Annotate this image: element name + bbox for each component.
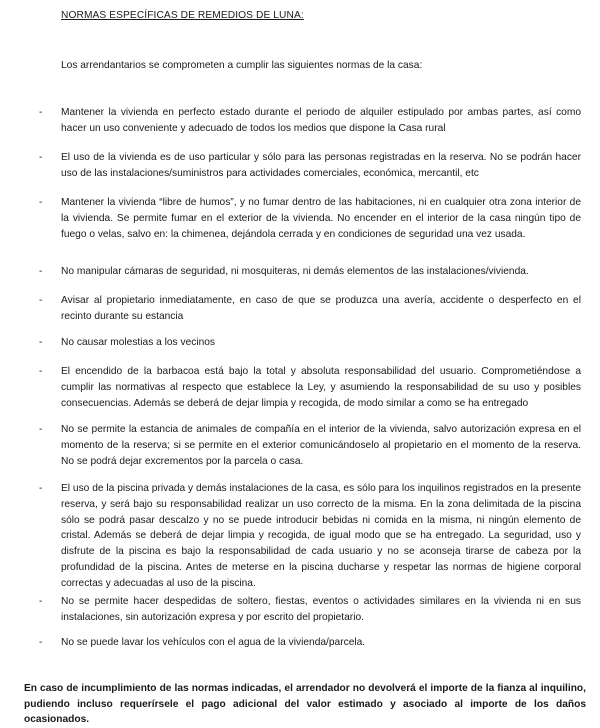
- bullet-marker: -: [39, 337, 43, 348]
- bullet-marker: -: [39, 295, 43, 306]
- bullet-marker: -: [39, 483, 43, 494]
- rule-text: No se permite la estancia de animales de compañía en el interior de la vivienda, salvo autorización expresa en el momento de la reserva; si se permite en el exterior comunicándoselo al propietario en el momento de la reserva. No se podrá dejar excrementos por la parcela o casa.: [61, 424, 581, 467]
- bullet-marker: -: [39, 424, 43, 435]
- rule-text: Mantener la vivienda “libre de humos”, y no fumar dentro de las habitaciones, ni en cualquier otra zona interior de la vivienda. Se permite fumar en el exterior de la vivienda. No encender en el interior de la casa ningún tipo de fuego o velas, salvo en: la chimenea, dejándola cerrada y en condiciones de seguridad una vez usada.: [61, 197, 581, 240]
- rule-text: Mantener la vivienda en perfecto estado durante el periodo de alquiler estipulado por ambas partes, así como hacer un uso conveniente y adecuado de todos los medios que dispone la Casa rural: [61, 107, 581, 134]
- footer-warning: En caso de incumplimiento de las normas indicadas, el arrendador no devolverá el importe de la fianza al inquilino, pudiendo incluso requerírsele el pago adicional del valor estimado y asociado al importe de los daños ocasionados.: [24, 683, 586, 725]
- rule-text: El uso de la piscina privada y demás instalaciones de la casa, es sólo para los inquilinos registrados en la presente reserva, y será bajo su responsabilidad realizar un uso correcto de la misma. En la zona delimitada de la piscina sólo se podrá pasar descalzo y no se puede introducir bebidas ni comida en la misma, ni ningún elemento de cristal. Además se deberá de dejar limpia y recogida, de igual modo que se ha entregado. La seguridad, uso y disfrute de la piscina es bajo la responsabilidad de cada usuario y no se aconseja tirarse de cabeza por la profundidad de la piscina. Antes de meterse en la piscina ducharse y respetar las normas de higiene corporal correctas y adecuadas al uso de la piscina.: [61, 483, 581, 589]
- bullet-marker: -: [39, 197, 43, 208]
- rule-text: Avisar al propietario inmediatamente, en caso de que se produzca una avería, accidente o desperfecto en el recinto durante su estancia: [61, 295, 581, 322]
- bullet-marker: -: [39, 596, 43, 607]
- rule-text: El uso de la vivienda es de uso particular y sólo para las personas registradas en la reserva. No se podrán hacer uso de las instalaciones/suministros para actividades comerciales, económica, mercantil, etc: [61, 152, 581, 179]
- rule-text: No causar molestias a los vecinos: [61, 337, 216, 348]
- rule-text: No se permite hacer despedidas de soltero, fiestas, eventos o actividades similares en la vivienda ni en sus instalaciones, sin autorización expresa y por escrito del propietario.: [61, 596, 581, 623]
- document-title: NORMAS ESPECÍFICAS DE REMEDIOS DE LUNA:: [61, 10, 304, 21]
- rule-text: No manipular cámaras de seguridad, ni mosquiteras, ni demás elementos de las instalaciones/vivienda.: [61, 266, 529, 277]
- bullet-marker: -: [39, 152, 43, 163]
- bullet-marker: -: [39, 266, 43, 277]
- bullet-marker: -: [39, 366, 43, 377]
- intro-text: Los arrendantarios se comprometen a cumplir las siguientes normas de la casa:: [61, 60, 423, 71]
- bullet-marker: -: [39, 107, 43, 118]
- rule-text: El encendido de la barbacoa está bajo la total y absoluta responsabilidad del usuario. Comprometiéndose a cumplir las normativas al respecto que establece la Ley, y asumiendo la responsabilidad de su uso y posibles consecuencias. Además se deberá de dejar limpia y recogida, de modo similar a como se ha entregado: [61, 366, 581, 409]
- bullet-marker: -: [39, 637, 43, 648]
- rule-text: No se puede lavar los vehículos con el agua de la vivienda/parcela.: [61, 637, 366, 648]
